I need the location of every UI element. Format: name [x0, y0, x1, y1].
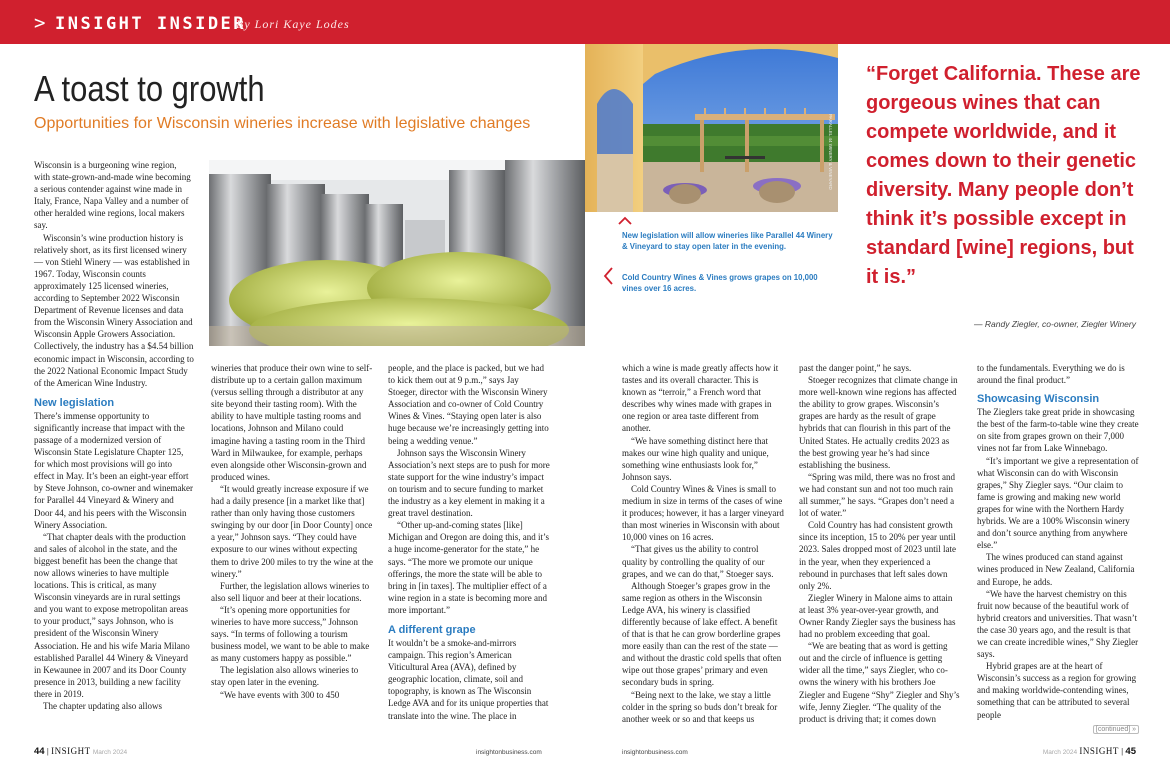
paragraph: The Zieglers take great pride in showcasing the best of the farm-to-table wine they create on site from grapes grown on their 7,000 vines not far from Lake Winnebago. — [977, 407, 1139, 454]
body-column-1 — [34, 159, 194, 712]
photo-credit: PARALLEL 44 WINERY & VINEYARD — [828, 114, 833, 190]
paragraph: “We have something distinct here that makes our wine high quality and unique, something wine enthusiasts look for,” Johnson says. — [622, 435, 769, 482]
footer-pub: INSIGHT — [1079, 746, 1119, 756]
continued-marker[interactable]: [continued] » — [1093, 725, 1139, 734]
paragraph: past the danger point,” he says. — [799, 363, 912, 373]
footer-left: 44 | INSIGHT March 2024 — [34, 746, 128, 757]
winery-patio-photo — [585, 44, 838, 212]
paragraph: There’s immense opportunity to significantly increase that impact with the passage of a modernized version of Wisconsin State Legislature Chapter 125, for which most provisions will go into effect in May. It’s been an eight-year effort by Steve Johnson, co-owner and winemaker for Parallel 44 Vineyard & Winery and Door 44, and his peers with the Wisconsin Winery Association. — [34, 410, 193, 530]
paragraph: Wisconsin’s wine production history is relatively short, as its first licensed winery — von Stiehl Winery — was established in 1967. Today, Wisconsin counts approximately 125 licensed wineries, according to September 2022 Wisconsin Department of Revenue licenses and data from the Wisconsin Winery Association and Wisconsin Apple Growers Association. Collectively, the industry has a $4.54 billion economic impact in Wisconsin, according to the 2022 National Economic Impact Study of the American Wine Industry. — [34, 232, 194, 388]
paragraph: Stoeger recognizes that climate change in more well-known wine regions has affected the ability to grow grapes. Wisconsin’s grapes are hardy as the result of grape hybrids that can flourish in this part of the United States. He actually credits 2023 as the best growing year he’s had since establishing the business. — [799, 375, 958, 470]
chevron-up-icon — [617, 216, 633, 226]
paragraph: The legislation also allows wineries to stay open later in the evening. — [211, 665, 359, 688]
footer-month: March 2024 — [92, 749, 128, 756]
paragraph: “It would greatly increase exposure if we had a daily presence [in a market like that] rather than only having those customers swinging by our door [in Door County] once a year,” Johnson says. “They could have exposure to our wines without expecting them to drive 200 miles to try the wine at the winery.” — [211, 483, 373, 579]
paragraph: Wisconsin is a burgeoning wine region, with state-grown-and-made wine becoming a serious contender against wine made in Italy, France, Napa Valley and a number of other heralded wine regions, local makers say. — [34, 160, 191, 231]
grape-harvest-photo — [209, 160, 585, 346]
paragraph: “We have the harvest chemistry on this fruit now because of the beautiful work of hybrid creators and universities. That wasn’t the case 30 years ago, and the result is that we can create incredible wines,” Shy Ziegler says. — [977, 588, 1139, 660]
paragraph: Johnson says the Wisconsin Winery Association’s next steps are to push for more state support for the wine industry’s impact on tourism and to secure funding to market the industry as a key element in making it a great travel destination. — [388, 447, 550, 519]
section-heading: New legislation — [34, 396, 115, 409]
paragraph: Hybrid grapes are at the heart of Wisconsin’s success as a region for growing and making worldwide-contending wines, something that can be attributed to several people — [977, 661, 1137, 720]
paragraph: It wouldn’t be a smoke-and-mirrors campaign. This region’s American Viticultural Area (AVA), defined by geographic location, climate, soil and topography, is known as The Wisconsin Ledge AVA and for its unique properties that translate into the wine. The place in — [388, 637, 549, 721]
paragraph: “Being next to the lake, we stay a little colder in the spring so buds don’t break for another week or so and that keeps us — [622, 689, 778, 724]
banner-chevron-icon: > — [34, 12, 46, 34]
paragraph: “That chapter deals with the production and sales of alcohol in the state, and the biggest benefit has been the change that now allows wineries to have multiple locations. This is critical, as many Wisconsin vineyards are in rural settings and you want to expose metropolitan areas to your product,” says Johnson, who is president of the Wisconsin Winery Association. He and his wife Maria Milano established Parallel 44 Winery & Vineyard in Kewaunee in 2007 and its Door County presence in 2013, building a new facility there in 2019. — [34, 531, 190, 699]
section-heading: Showcasing Wisconsin — [977, 393, 1100, 406]
paragraph: “We have events with 300 to 450 — [220, 689, 340, 700]
page-number: 45 — [1125, 746, 1136, 757]
paragraph: wineries that produce their own wine to self-distribute up to a certain gallon maximum (versus selling through a distributor at any site beyond their tasting room). With the ability to have multiple tasting rooms and locations, Johnson and Milano could imagine having a tasting room in the Third Ward in Milwaukee, for example, perhaps even alongside other Wisconsin-grown and produced wines. — [211, 363, 373, 482]
section-banner — [0, 0, 1170, 44]
paragraph: “We are beating that as word is getting out and the circle of influence is getting wider all the time,” says Ziegler, who co-owns the winery with his brothers Joe Ziegler and Eugene “Shy” Ziegler and Shy’s wife, Jenny Ziegler. “The quality of the product is driving that; it comes down — [799, 641, 960, 724]
footer-pub: INSIGHT — [51, 746, 91, 756]
footer-url-right: insightonbusiness.com — [622, 749, 688, 756]
paragraph: “Spring was mild, there was no frost and we had constant sun and not too much rain all summer,” he says. “Grapes don’t need a lot of water.” — [799, 471, 955, 519]
body-column-2 — [211, 362, 373, 701]
article-subhead: Opportunities for Wisconsin wineries increase with legislative changes — [34, 115, 531, 132]
paragraph: which a wine is made greatly affects how it tastes and its overall character. This is known as “terroir,” a French word that describes why wines made with grapes in one region or area taste different from another. — [622, 363, 779, 434]
body-column-6 — [977, 362, 1139, 734]
footer-month: March 2024 — [1042, 749, 1078, 756]
author-byline: By Lori Kaye Lodes — [236, 17, 350, 31]
caption-vines: Cold Country Wines & Vines grows grapes on 10,000 vines over 16 acres. — [622, 273, 818, 293]
paragraph: to the fundamentals. Everything we do is around the final product.” — [977, 363, 1125, 386]
footer-right: March 2024 INSIGHT | 45 — [1042, 746, 1136, 757]
paragraph: “Other up-and-coming states [like] Michigan and Oregon are doing this, and it’s a huge income-generator for the state,” he says. “The more we promote our unique offerings, the more the state will be able to bring in [in taxes]. The multiplier effect of a wine region in a state is becoming more and more important.” — [388, 520, 549, 615]
chevron-left-icon — [602, 266, 614, 286]
pull-quote-attribution: — Randy Ziegler, co-owner, Ziegler Winery — [974, 319, 1136, 329]
section-brand: INSIGHT INSIDER — [55, 14, 247, 34]
paragraph: The chapter updating also allows — [43, 701, 162, 712]
paragraph: Cold Country Wines & Vines is small to medium in size in terms of the cases of wine it produces; however, it has a larger vineyard than most wineries in Wisconsin with about 10,000 vines on 16 acres. — [622, 483, 784, 543]
paragraph: “That gives us the ability to control quality by controlling the quality of our grapes, and we can do that,” Stoeger says. — [622, 544, 774, 579]
section-heading: A different grape — [388, 623, 476, 636]
paragraph: “It’s opening more opportunities for wineries to have more success,” Johnson says. “In terms of following a tourism business model, we want to be able to make as many customers happy as possible.” — [211, 604, 370, 664]
pull-quote: “Forget California. These are gorgeous wines that can compete worldwide, and it comes down to their genetic diversity. Many people don’t think it’s possible except in standard [wine] regions, but it is.” — [866, 63, 1141, 288]
paragraph: Ziegler Winery in Malone aims to attain at least 3% year-over-year growth, and Owner Randy Ziegler says the business has had no problem exceeding that goal. — [799, 592, 956, 640]
paragraph: Further, the legislation allows wineries to also sell liquor and beer at their locations. — [211, 580, 370, 603]
paragraph: “It’s important we give a representation of what Wisconsin can do with Wisconsin grapes,” Shy Ziegler says. “Our claim to fame is growing and making new world grapes for wine with the Northern Hardy hybrids. We are a 100% Wisconsin winery and don’t source anything from anywhere else.” — [977, 455, 1139, 551]
body-column-5 — [799, 362, 961, 725]
paragraph: Cold Country has had consistent growth since its inception, 15 to 20% per year until 2023. Sales dropped most of 2023 until late in the year, when they experienced a rebound in purchases that left sales down only 2%. — [799, 520, 956, 591]
paragraph: Although Stoeger’s grapes grow in the same region as others in the Wisconsin Ledge AVA, his winery is classified differently because of lake effect. A benefit of that is that he can grow borderline grapes more easily than can the rest of the state — and without the drastic cold spells that often wipe out those grapes’ primary and even secondary buds in spring. — [622, 580, 782, 688]
paragraph: people, and the place is packed, but we had to kick them out at 9 p.m.,” says Jay Stoeger, director with the Wisconsin Winery Association and co-owner of Cold Country Wines & Vines. “Staying open later is also huge because we’re increasingly getting into being a wedding venue.” — [388, 363, 549, 446]
caption-patio: New legislation will allow wineries like Parallel 44 Winery & Vineyard to stay open later in the evening. — [622, 231, 833, 251]
page-number: 44 — [34, 746, 45, 757]
article-headline: A toast to growth — [34, 68, 265, 109]
footer-url-left: insightonbusiness.com — [476, 749, 542, 756]
body-column-4 — [622, 362, 784, 725]
paragraph: The wines produced can stand against wines produced in New Zealand, California and Europe, he adds. — [977, 552, 1135, 587]
body-column-3 — [388, 362, 550, 722]
